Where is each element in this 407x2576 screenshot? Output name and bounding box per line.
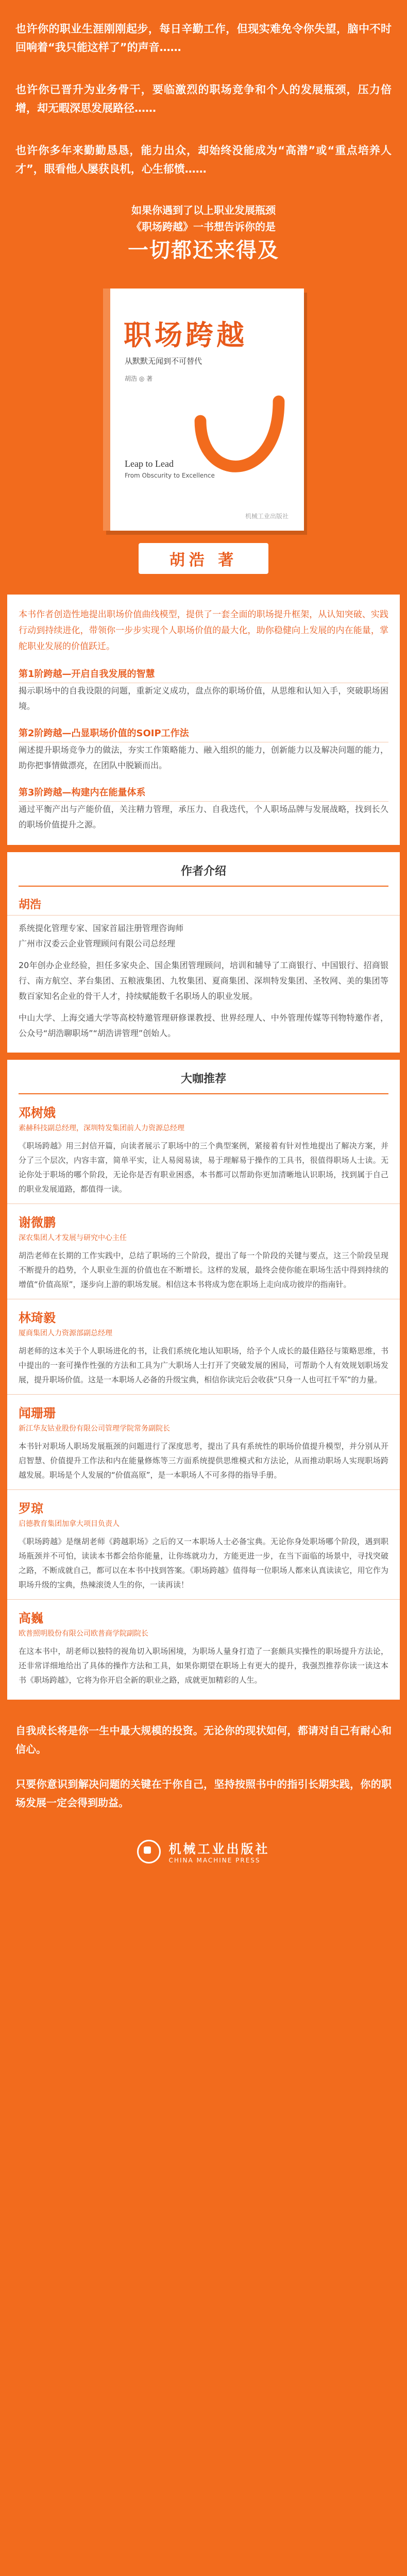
hero-lead-headline: 一切都还来得及 bbox=[128, 239, 279, 262]
recommend-item bbox=[7, 1299, 400, 1395]
intro-summary: 本书作者创造性地提出职场价值曲线模型，提供了一套全面的职场提升框架，从认知突破、实践行动到持续进化，带领你一步步实现个人职场价值的最大化，助你稳健向上发展的内在能量，掌舵职业发展的价值跃迁。 bbox=[19, 609, 388, 652]
recommender-title: 素赫科技副总经理，深圳特发集团前人力资源总经理 bbox=[19, 1124, 184, 1132]
recommend-quote: 本书针对职场人职场发展瓶颈的问题进行了深度思考，提出了具有系统性的职场价值提升模型，并分别从开启智慧、价值提升工作法和内在能量修炼等三方面系统提供思维模式和方法论，从而推动职场人实现职场跨越发展。职场是个人发展的“价值高原”，是一本职场人不可多得的指导手册。 bbox=[19, 1442, 388, 1480]
intro-section-body: 揭示职场中的自我设限的问题，重新定义成功，盘点你的职场价值，从思维和认知入手，突破职场困境。 bbox=[19, 686, 388, 711]
book-subtitle-en: From Obscurity to Excellence bbox=[125, 472, 215, 479]
publisher-logo bbox=[0, 1834, 407, 1905]
author-line: 广州市汉委云企业管理顾问有限公司总经理 bbox=[19, 939, 176, 948]
book-spine bbox=[103, 289, 110, 531]
recommend-quote: 胡老师的这本关于个人职场进化的书，让我们系统化地认知职场，给予个人成长的最佳路径与策略思维，书中提出的一套可操作性强的方法和工具为广大职场人士打开了突破发展的困局，可帮助个人有效规划职场发展，提升职场价值。这是一本职场人必备的升级宝典，相信你读完后会收获“只身一人也可扛千军”的力量。 bbox=[19, 1346, 388, 1384]
recommend-heading: 大咖推荐 bbox=[19, 1060, 388, 1094]
intro-section-title: 第1阶跨越—开启自我发展的智慧 bbox=[19, 666, 388, 683]
hero-lead-line-2: 《职场跨越》一书想告诉你的是 bbox=[131, 221, 276, 233]
intro-section-title: 第2阶跨越—凸显职场价值的SOIP工作法 bbox=[19, 725, 388, 742]
book-title-en: Leap to Lead bbox=[125, 459, 174, 469]
recommender-name: 高巍 bbox=[19, 1611, 43, 1625]
intro-section-1 bbox=[19, 666, 388, 714]
closing-paragraph-2: 只要你意识到解决问题的关键在于你自己，坚持按照书中的指引长期实践，你的职场发展一定会得到助益。 bbox=[15, 1778, 392, 1809]
recommender-name: 林琦毅 bbox=[19, 1311, 56, 1325]
hero-paragraph-3: 也许你多年来勤勤恳恳，能力出众，却始终没能成为“高潜”或“重点培养人才”，眼看他人屡获良机，心生郁愤…… bbox=[15, 144, 392, 175]
recommend-item bbox=[7, 1395, 400, 1490]
intro-section-2 bbox=[19, 725, 388, 773]
book-author: 胡浩 ◎ 著 bbox=[125, 375, 153, 382]
hero-lead bbox=[15, 202, 392, 266]
book-subtitle: 从默默无闻到不可替代 bbox=[125, 357, 202, 366]
recommender-name: 闻珊珊 bbox=[19, 1406, 56, 1420]
author-name: 胡浩 bbox=[7, 887, 400, 916]
recommender-name: 邓树娥 bbox=[19, 1106, 56, 1120]
recommend-quote: 《职场跨越》是继胡老师《跨越职场》之后的又一本职场人士必备宝典。无论你身处职场哪个阶段，遇到职场瓶颈并不可怕，读读本书都会给你能量，让你练就功力，方能更进一步，在当下面临的场景中，寻找突破之路，不断成就自己，都可以在本书中找到答案。《职场跨越》值得每一位职场人都来认真读读它，用它作为职场升级的宝典，热辣滚烫人生的你，一读再读！ bbox=[19, 1537, 388, 1589]
hero-section bbox=[0, 0, 407, 276]
intro-card bbox=[7, 595, 400, 845]
recommend-card bbox=[7, 1060, 400, 1700]
book-cover bbox=[103, 289, 304, 531]
book-title: 职场跨越 bbox=[124, 319, 247, 351]
closing-section bbox=[0, 1707, 407, 1834]
recommender-title: 启德教育集团加拿大项目负责人 bbox=[19, 1520, 120, 1528]
author-plate bbox=[0, 543, 407, 574]
recommend-quote: 胡浩老师在长期的工作实践中，总结了职场的三个阶段，提出了每一个阶段的关键与要点，这三个阶段呈现不断提升的趋势，个人职业生涯的价值也在不断增长。这样的发展，最终会使你能在职场生活中得到持续的增值“价值高原”，逐步向上游的职场发展。相信这本书将成为您在职场上走向成功彼岸的指南针。 bbox=[19, 1251, 388, 1289]
recommend-item bbox=[7, 1094, 400, 1204]
recommender-name: 谢微鹏 bbox=[19, 1215, 56, 1230]
closing-paragraph-1: 自我成长将是你一生中最大规模的投资。无论你的现状如何，都请对自己有耐心和信心。 bbox=[15, 1724, 392, 1755]
recommend-item bbox=[7, 1204, 400, 1299]
author-line: 20年创办企业经验，担任多家央企、国企集团管理顾问，培训和辅导了工商银行、中国银行、招商银行、南方航空、茅台集团、五粮液集团、九牧集团、夏商集团、深圳特发集团、圣牧网、美的集团等数百家知名企业的骨干人才，持续赋能数千名职场人的职业发展。 bbox=[19, 960, 388, 1001]
recommender-title: 深农集团人才发展与研究中心主任 bbox=[19, 1234, 127, 1242]
recommend-item bbox=[7, 1600, 400, 1694]
author-line: 中山大学、上海交通大学等高校特邀管理研修课教授、世界经理人、中外管理传媒等刊物特邀作者，公众号“胡浩聊职场”“胡浩讲管理”创始人。 bbox=[19, 1013, 388, 1038]
author-line: 系统提化管理专家、国家首届注册管理咨询师 bbox=[19, 923, 184, 933]
intro-section-body: 通过平衡产出与产能价值，关注精力管理，承压力、自我迭代，个人职场品牌与发展战略，找到长久的职场价值提升之源。 bbox=[19, 804, 388, 829]
hero-paragraph-1: 也许你的职业生涯刚刚起步，每日辛勤工作，但现实难免令你失望，脑中不时回响着“我只能这样了”的声音…… bbox=[15, 23, 392, 54]
intro-section-title: 第3阶跨越—构建内在能量体系 bbox=[19, 785, 388, 802]
intro-section-body: 阐述提升职场竞争力的做法，夯实工作策略能力、融入组织的能力，创新能力以及解决问题的能力，助你把事情做漂亮，在团队中脱颖而出。 bbox=[19, 745, 388, 770]
publisher-logo-icon bbox=[137, 1840, 161, 1863]
book-publisher: 机械工业出版社 bbox=[245, 513, 289, 520]
author-plate-text: 胡浩 著 bbox=[139, 543, 268, 574]
recommend-item bbox=[7, 1490, 400, 1600]
publisher-name-en: CHINA MACHINE PRESS bbox=[168, 1857, 261, 1864]
recommender-title: 新江华友钴业股份有限公司管理学院常务副院长 bbox=[19, 1425, 170, 1433]
recommender-name: 罗琼 bbox=[19, 1501, 43, 1516]
book-cover-area bbox=[0, 276, 407, 595]
publisher-wordmark bbox=[169, 1839, 270, 1864]
recommender-title: 厦商集团人力资源部副总经理 bbox=[19, 1329, 112, 1337]
hero-paragraph-2: 也许你已晋升为业务骨干，要临激烈的职场竞争和个人的发展瓶颈，压力倍增，却无暇深思发展路径…… bbox=[15, 83, 392, 114]
hero-lead-line-1: 如果你遇到了以上职业发展瓶颈 bbox=[131, 204, 276, 216]
author-card bbox=[7, 852, 400, 1053]
intro-section-3 bbox=[19, 785, 388, 833]
author-heading: 作者介绍 bbox=[19, 852, 388, 887]
publisher-name-cn: 机械工业出版社 bbox=[168, 1842, 270, 1856]
recommend-quote: 《职场跨越》用三封信开篇，向读者展示了职场中的三个典型案例，紧接着有针对性地提出了解决方案，并分了三个层次，内容丰富，简单平实，让人易阅易读，易于理解易于操作的工具书，很值得职场人士读。无论你处于职场的哪个阶段，无论你是否有职业困惑，本书都可以帮助你更加清晰地认识职场，找到属于自己的职业发展道路，都值得一读。 bbox=[19, 1141, 388, 1194]
recommender-title: 欧普照明股份有限公司欧普商学院副院长 bbox=[19, 1630, 148, 1638]
recommend-quote: 在这本书中，胡老师以独特的视角切入职场困境，为职场人量身打造了一套颇具实操性的职场提升方法论，还非常详细地给出了具体的操作方法和工具，如果你期望在职场上有更大的提升，我强烈推荐你读一读这本书《职场跨越》，它将为你开启全新的职业之路，成就更加精彩的人生。 bbox=[19, 1647, 388, 1685]
